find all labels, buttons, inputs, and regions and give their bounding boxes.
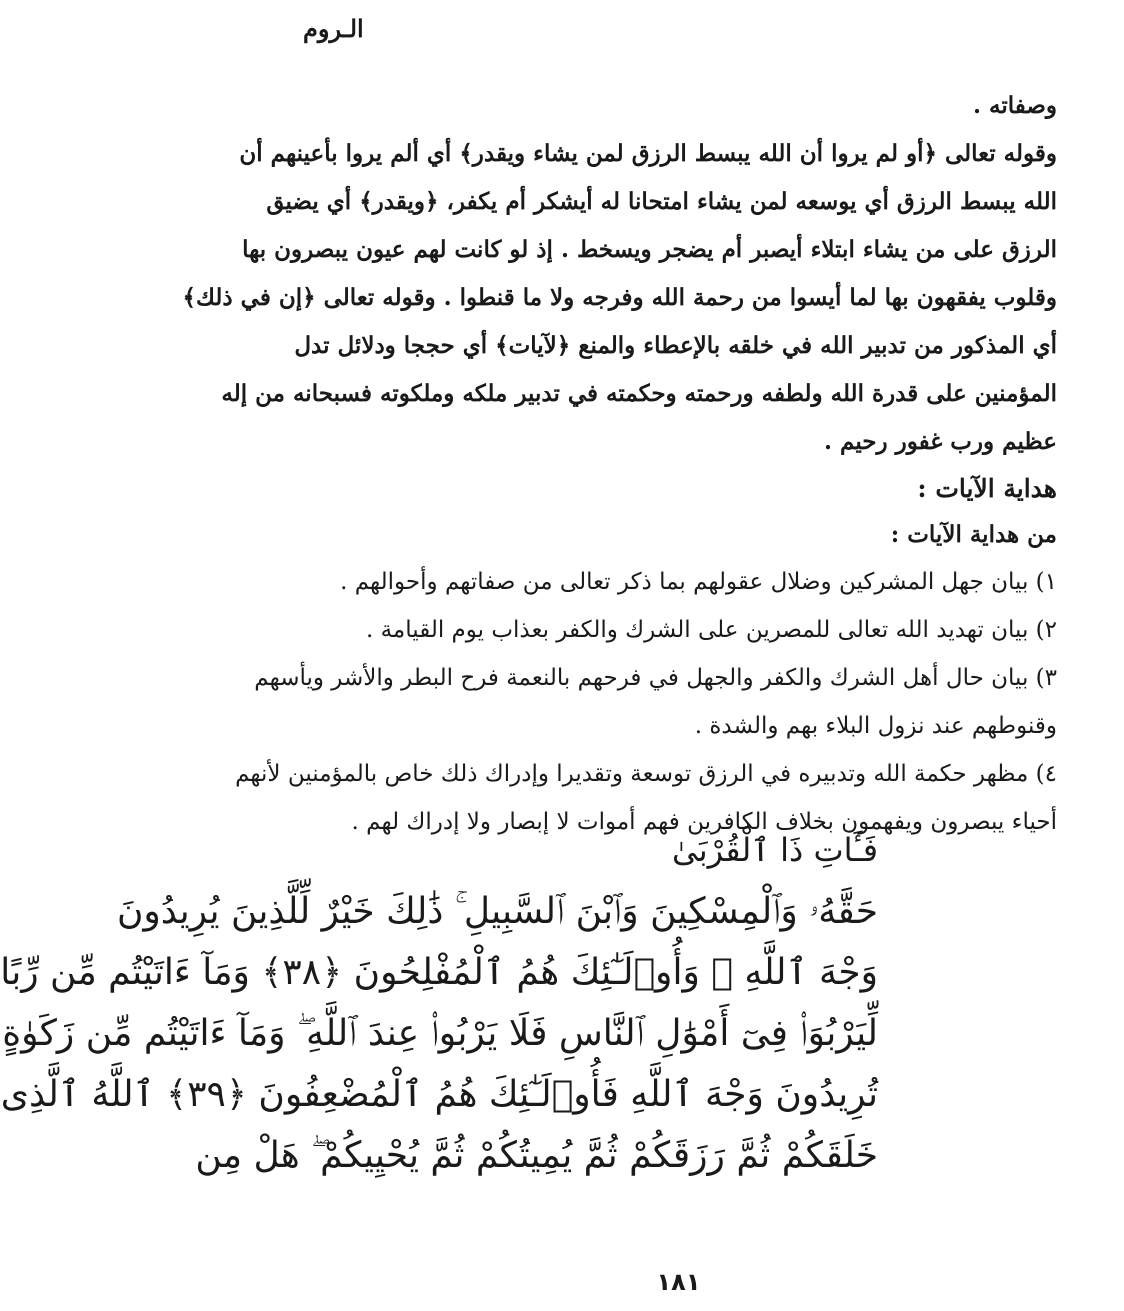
- guidance-point: ٤) مظهر حكمة الله وتدبيره في الرزق توسعة وتقديرا وإدراك ذلك خاص بالمؤمنين لأنهم: [235, 761, 1057, 787]
- running-head: الـروم: [303, 14, 364, 43]
- quran-line: فَـَٔاتِ ذَا ٱلْقُرْبَىٰ: [672, 831, 878, 869]
- quran-line: لِّيَرْبُوَا۟ فِىٓ أَمْوَٰلِ ٱلنَّاسِ فَلَا يَرْبُوا۟ عِندَ ٱللَّهِ ۖ وَمَآ ءَاتَيْتُم مِّن زَكَوٰةٍ: [2, 1013, 878, 1054]
- commentary-line: أي المذكور من تدبير الله في خلقه بالإعطاء والمنع ﴿لآيات﴾ أي حججا ودلائل تدل: [294, 332, 1057, 359]
- guidance-point: ١) بيان جهل المشركين وضلال عقولهم بما ذكر تعالى من صفاتهم وأحوالهم .: [340, 569, 1057, 595]
- page-number: ١٨١: [656, 1268, 701, 1296]
- commentary-line: الله يبسط الرزق أي يوسعه لمن يشاء امتحانا له أيشكر أم يكفر، ﴿ويقدر﴾ أي يضيق: [266, 188, 1057, 215]
- quran-line: وَجْهَ ٱللَّهِ ۖ وَأُو۟لَـٰٓئِكَ هُمُ ٱلْمُفْلِحُونَ ﴿٣٨﴾ وَمَآ ءَاتَيْتُم مِّن رِّبًا: [0, 952, 878, 993]
- guidance-point-continuation: وقنوطهم عند نزول البلاء بهم والشدة .: [694, 713, 1057, 739]
- commentary-line: وصفاته .: [972, 92, 1057, 119]
- guidance-point: ٣) بيان حال أهل الشرك والكفر والجهل في فرحهم بالنعمة فرح البطر والأشر ويأسهم: [254, 665, 1057, 691]
- commentary-line: عظيم ورب غفور رحيم .: [824, 428, 1057, 455]
- quran-line: تُرِيدُونَ وَجْهَ ٱللَّهِ فَأُو۟لَـٰٓئِكَ هُمُ ٱلْمُضْعِفُونَ ﴿٣٩﴾ ٱللَّهُ ٱلَّذِى: [0, 1074, 878, 1115]
- quran-line: خَلَقَكُمْ ثُمَّ رَزَقَكُمْ ثُمَّ يُمِيتُكُمْ ثُمَّ يُحْيِيكُمْ ۖ هَلْ مِن: [195, 1135, 878, 1176]
- section-heading: هداية الآيات :: [917, 474, 1057, 503]
- commentary-line: وقوله تعالى ﴿أو لم يروا أن الله يبسط الرزق لمن يشاء ويقدر﴾ أي ألم يروا بأعينهم أن: [239, 140, 1057, 167]
- quran-line: حَقَّهُۥ وَٱلْمِسْكِينَ وَٱبْنَ ٱلسَّبِيلِ ۚ ذَٰلِكَ خَيْرٌ لِّلَّذِينَ يُرِيدُونَ: [116, 891, 878, 932]
- commentary-block: [182, 82, 1057, 846]
- guidance-point-continuation: أحياء يبصرون ويفهمون بخلاف الكافرين فهم أموات لا إبصار ولا إدراك لهم .: [351, 809, 1057, 835]
- guidance-point: ٢) بيان تهديد الله تعالى للمصرين على الشرك والكفر بعذاب يوم القيامة .: [365, 617, 1057, 643]
- commentary-line: الرزق على من يشاء ابتلاء أيصبر أم يضجر ويسخط . إذ لو كانت لهم عيون يبصرون بها: [242, 236, 1057, 263]
- commentary-line: المؤمنين على قدرة الله ولطفه ورحمته وحكمته في تدبير ملكه وملكوته فسبحانه من إله: [221, 380, 1057, 407]
- commentary-line: وقلوب يفقهون بها لما أيسوا من رحمة الله وفرجه ولا ما قنطوا . وقوله تعالى ﴿إن في ذلك﴾: [182, 284, 1057, 311]
- section-subheading: من هداية الآيات :: [890, 521, 1057, 548]
- quran-text-block: [0, 820, 878, 1186]
